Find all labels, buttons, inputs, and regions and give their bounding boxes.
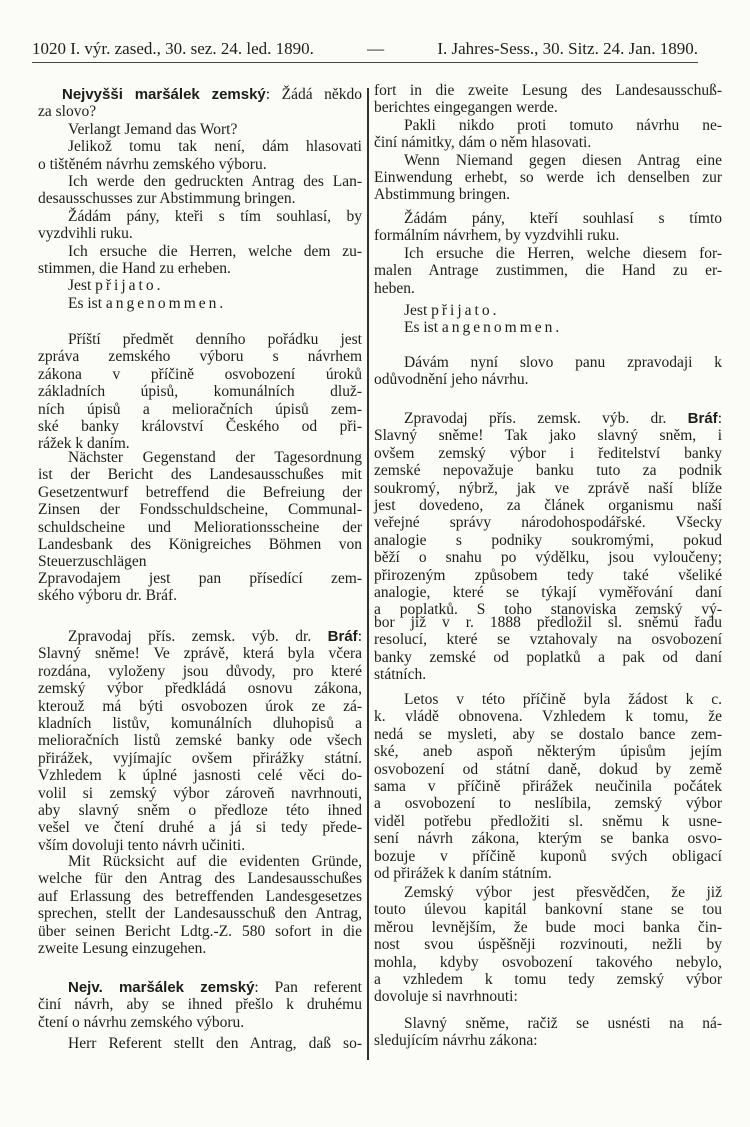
header-rule	[32, 62, 698, 63]
text-line: sledujícím návrhu zákona:	[374, 1032, 538, 1050]
text-line: Ich ersuche die Herren, welche diesem for-	[404, 244, 722, 262]
running-header	[32, 38, 698, 60]
text-line: činí návrh, aby se ihned přešlo k druhému	[38, 996, 362, 1014]
text-segment: Es ist	[404, 319, 442, 337]
text-line: odůvodnění jeho návrhu.	[374, 371, 529, 389]
header-dash: —	[367, 39, 385, 58]
text-line: malen Antrage zustimmen, die Hand zu er-	[374, 262, 722, 280]
text-line: Verlangt Jemand das Wort?	[68, 120, 238, 138]
text-line: základních úpisů, komunálních dluž-	[38, 383, 362, 401]
text-line: Slavný sněme! Ve zprávě, která byla včera	[38, 645, 362, 663]
text-line: fort in die zweite Lesung des Landesausschuß-	[374, 82, 722, 99]
text-line: Žádám pány, kteři s tím souhlasí, by	[68, 207, 362, 225]
text-line: Slavný sněme! Tak jako slavný sněm, i	[374, 427, 722, 445]
text-line: nedá se mysleti, aby se dostalo bance zem-	[374, 725, 722, 743]
text-line: soukromý, nýbrž, jak ve zprávě naší blíže	[374, 479, 722, 497]
text-line: volil si zemský výbor zároveň navrhnouti,	[38, 784, 362, 802]
speaker-name: Bráf	[327, 628, 358, 645]
text-line: Herr Referent stellt den Antrag, daß so-	[68, 1035, 362, 1052]
text-line: veřejné správy národohospodářské. Všecky	[374, 514, 722, 532]
text-line: státních.	[374, 666, 427, 684]
text-line: čtení o návrhu zemského výboru.	[38, 1013, 245, 1031]
text-line: běží o snahu po výdělku, jsou vyloučeny;	[374, 549, 722, 567]
text-line	[38, 979, 362, 997]
text-line: Zinsen der Fondsschuldscheine, Communal-	[38, 501, 362, 519]
text-line: bor již v r. 1888 předložil sl. sněmu řadu	[374, 614, 722, 631]
text-segment: :	[717, 410, 722, 427]
text-segment: Jest	[68, 277, 96, 295]
text-line: rozdána, vyloženy jsou důvody, pro které	[38, 662, 362, 680]
spaced-text: angenommen.	[441, 319, 563, 337]
text-line: za slovo?	[38, 103, 97, 121]
text-line: kterouž má býti osvobozen úrok ze zá-	[38, 697, 362, 715]
text-line: a poplatků. S toho stanoviska zemský vý-	[374, 601, 722, 619]
text-line: Wenn Niemand gegen diesen Antrag eine	[404, 151, 722, 169]
text-line: analogie s podniky soukromými, pokud	[374, 531, 722, 549]
text-line: auf Erlassung des betreffenden Landesgesetzes	[38, 887, 362, 905]
text-line: aby slavný sněm o předloze této ihned	[38, 802, 362, 819]
text-line: welche für den Antrag des Landesausschußes	[38, 870, 362, 888]
text-line: od přirážek k daním státním.	[374, 865, 552, 882]
text-segment: :	[357, 628, 362, 645]
text-line: Ich ersuche die Herren, welche dem zu-	[68, 242, 362, 260]
text-segment: Zpravodaj přís. zemsk. výb. dr.	[68, 628, 328, 645]
text-line: über seinen Bericht Ldtg.-Z. 580 sofort in die	[38, 922, 362, 940]
text-line: zpráva zemského výboru s návrhem	[38, 348, 362, 366]
text-line: ského výboru dr. Bráf.	[38, 587, 178, 605]
text-line: banky zemské od poplatků a pak od daní	[374, 648, 722, 666]
header-czech: 1020 I. výr. zased., 30. sez. 24. led. 1890.	[32, 39, 314, 58]
text-line: ské banky království Českého od při-	[38, 418, 362, 435]
text-line: Landesbank des Königreiches Böhmen von	[38, 536, 362, 553]
text-line: měrou levnějším, že bude moci banka čin-	[374, 918, 722, 936]
text-line: schuldscheine und Meliorationsscheine der	[38, 518, 362, 536]
text-line: Nächster Gegenstand der Tagesordnung	[68, 449, 362, 466]
text-line: bozuje v příčině kuponů svých obligací	[374, 847, 722, 865]
spaced-text: angenommen.	[105, 294, 227, 312]
text-line: ních úpisů a melioračních úpisů zem-	[38, 400, 362, 418]
speaker-name: Nejv. maršálek zemský	[68, 979, 255, 996]
text-line: ovšem zemský výbor i ředitelství banky	[374, 444, 722, 462]
speaker-name: Nejvyšši maršálek zemský	[62, 86, 266, 103]
text-line: Ich werde den gedruckten Antrag des Lan-	[68, 173, 362, 190]
text-line: sprechen, stellt der Landesausschuß den Antrag,	[38, 905, 362, 923]
text-line	[374, 410, 722, 428]
text-line: přirozeným způsobem tedy také všeliké	[374, 566, 722, 584]
text-line	[38, 628, 362, 646]
text-line: heben.	[374, 279, 415, 297]
column-divider	[367, 88, 369, 1060]
text-line: a osvobození to neslíbila, zemský výbor	[374, 795, 722, 813]
text-line: vyzdvihli ruku.	[38, 225, 133, 243]
text-line	[38, 277, 362, 295]
text-line	[38, 295, 362, 313]
text-line: zemský výbor předkládá osnovu zákona,	[38, 680, 362, 698]
text-line: Mit Rücksicht auf die evidenten Gründe,	[68, 853, 362, 870]
text-line: Jelikož tomu tak není, dám hlasovati	[68, 138, 362, 156]
text-line: touto úlevou kapitál bankovní stane se tou	[374, 901, 722, 919]
text-segment: Es ist	[68, 294, 106, 312]
text-segment: Jest	[404, 302, 432, 319]
text-line: osvobození od státní daně, dokud by země	[374, 760, 722, 778]
text-line: berichtes eingegangen werde.	[374, 99, 558, 117]
text-line: k. vládě obnovena. Vzhledem k tomu, že	[374, 708, 722, 726]
text-line: Gesetzentwurf betreffend die Befreiung der	[38, 483, 362, 501]
text-line: melioračních listů zemské banky ode všech	[38, 732, 362, 750]
text-line: Vzhledem k úplné jasnosti celé věci do-	[38, 767, 362, 785]
text-line: a vzhledem k tomu tedy zemský výbor	[374, 971, 722, 988]
text-line: jest dovedeno, za článek organismu naší	[374, 497, 722, 514]
text-line: Slavný sněme, račiž se usnésti na ná-	[404, 1015, 722, 1032]
spaced-text: přijato.	[431, 302, 500, 319]
speaker-name: Bráf	[687, 410, 718, 427]
text-line	[374, 302, 722, 320]
text-line: zákona v příčině osvobození úroků	[38, 365, 362, 383]
text-line: viděl potřebu předložiti sl. sněmu k usne-	[374, 812, 722, 830]
text-line: ské, aneb aspoň některým úpisům jejím	[374, 743, 722, 761]
text-line: sama v příčině přirážek neučinila počátek	[374, 778, 722, 795]
text-line: ist der Bericht des Landesausschußes mit	[38, 466, 362, 484]
text-line: vším dovoluji tento návrh učiniti.	[38, 836, 246, 854]
text-line: analogie, které se týkají vyměřování daní	[374, 584, 722, 601]
text-line: sení návrh zákona, kterým se banka osvo-	[374, 830, 722, 848]
text-segment: : Žádá někdo	[265, 86, 362, 103]
text-line: Steuerzuschlägen	[38, 553, 147, 571]
text-line: Zemský výbor jest přesvědčen, že již	[404, 884, 722, 901]
text-line: Letos v této příčině byla žádost k c.	[404, 691, 722, 708]
text-line: přirážek, vyjímajíc ovšem přirážky státní.	[38, 749, 362, 767]
text-line: Příští předmět denního pořádku jest	[68, 331, 362, 348]
text-line: vešel ve čtení druhé a já si tedy přede-	[38, 819, 362, 837]
text-line: dovoluje si navrhnouti:	[374, 988, 518, 1006]
text-line: Zpravodajem jest pan přísedící zem-	[38, 570, 362, 587]
text-line: Abstimmung bringen.	[374, 186, 511, 204]
text-line: kladních listův, komunálních dluhopisů a	[38, 715, 362, 732]
text-segment: : Pan referent	[254, 979, 362, 996]
text-line: zemské nepovažuje banku tuto za podnik	[374, 462, 722, 480]
text-line: činí námitky, dám o něm hlasovati.	[374, 134, 592, 152]
text-line	[374, 319, 722, 337]
header-german: I. Jahres-Sess., 30. Sitz. 24. Jan. 1890.	[437, 39, 698, 58]
text-line: Einwendung erhebt, so werde ich denselben zur	[374, 169, 722, 186]
text-segment: Zpravodaj přís. zemsk. výb. dr.	[404, 410, 688, 427]
text-line: o tištěném návrhu zemského výboru.	[38, 155, 267, 173]
text-line	[38, 86, 362, 104]
text-line: rážek k daním.	[38, 435, 130, 453]
text-line: nost svou úspěšněji rozvinouti, nežli by	[374, 936, 722, 954]
text-line: formálním návrhem, by vyzdvihli ruku.	[374, 227, 620, 245]
text-line: resolucí, které se vztahovaly na osvobození	[374, 631, 722, 649]
text-line: Dávám nyní slovo panu zpravodaji k	[404, 354, 722, 371]
text-line: Pakli nikdo proti tomuto návrhu ne-	[404, 116, 722, 134]
text-line: stimmen, die Hand zu erheben.	[38, 260, 231, 277]
text-line: mohla, kdyby osvobození takového nebylo,	[374, 953, 722, 971]
spaced-text: přijato.	[95, 277, 164, 295]
text-line: zweite Lesung einzugehen.	[38, 940, 207, 957]
text-line: desausschusses zur Abstimmung bringen.	[38, 190, 296, 208]
text-line: Žádám pány, kteří souhlasí s tímto	[404, 210, 722, 227]
